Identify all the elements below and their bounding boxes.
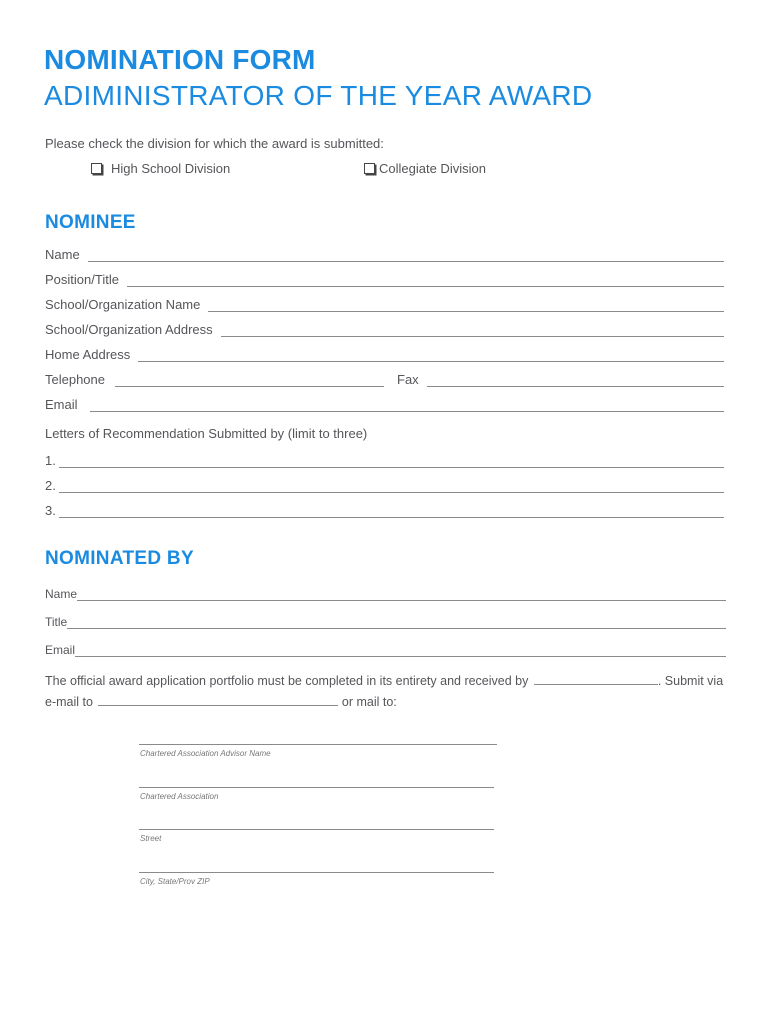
school-address-label: School/Organization Address — [45, 322, 213, 337]
nominee-email-field[interactable] — [45, 394, 724, 412]
letter-field-3[interactable] — [45, 500, 724, 518]
nominator-email-label: Email — [45, 643, 76, 657]
nominator-name-label: Name — [45, 587, 78, 601]
division-instruction: Please check the division for which the award is submitted: — [45, 136, 384, 151]
nominee-position-label: Position/Title — [45, 272, 119, 287]
submit-via-text: . Submit via — [657, 674, 724, 688]
home-address-label: Home Address — [45, 347, 131, 362]
high-school-checkbox[interactable] — [91, 163, 102, 174]
school-name-label: School/Organization Name — [45, 297, 201, 312]
association-label: Chartered Association — [140, 792, 219, 801]
letter-number-3: 3. — [45, 503, 56, 518]
nominated-by-heading: NOMINATED BY — [45, 548, 194, 569]
form-subtitle: ADIMINISTRATOR OF THE YEAR AWARD — [44, 80, 593, 111]
association-line[interactable] — [139, 786, 494, 788]
fax-field[interactable] — [397, 369, 724, 387]
nominator-name-line[interactable] — [77, 588, 726, 601]
nominee-heading: NOMINEE — [45, 212, 136, 233]
submission-line-1 — [45, 672, 723, 688]
home-address-line[interactable] — [138, 349, 724, 362]
high-school-division-option[interactable] — [91, 161, 230, 176]
letters-heading: Letters of Recommendation Submitted by (limit to three) — [45, 426, 368, 441]
telephone-field[interactable] — [45, 369, 384, 387]
letter-field-2[interactable] — [45, 475, 724, 493]
nominator-email-line[interactable] — [75, 644, 726, 657]
nominator-title-line[interactable] — [67, 616, 726, 629]
collegiate-division-label: Collegiate Division — [379, 161, 486, 176]
letter-line-2[interactable] — [59, 480, 724, 493]
letter-line-3[interactable] — [59, 505, 724, 518]
submission-deadline-text: The official award application portfolio must be completed in its entirety and received by — [45, 674, 529, 688]
letter-number-1: 1. — [45, 453, 56, 468]
school-address-line[interactable] — [221, 324, 724, 337]
street-line[interactable] — [139, 828, 494, 830]
nominee-position-field[interactable] — [45, 269, 724, 287]
fax-label: Fax — [397, 372, 419, 387]
high-school-division-label: High School Division — [111, 161, 231, 176]
school-address-field[interactable] — [45, 319, 724, 337]
city-state-zip-line[interactable] — [139, 871, 494, 873]
form-title: NOMINATION FORM — [44, 44, 316, 75]
telephone-label: Telephone — [45, 372, 105, 387]
home-address-field[interactable] — [45, 344, 724, 362]
city-state-zip-label: City, State/Prov ZIP — [140, 877, 210, 886]
nominee-email-line[interactable] — [90, 399, 724, 412]
nominee-name-label: Name — [45, 247, 80, 262]
advisor-name-label: Chartered Association Advisor Name — [140, 749, 271, 758]
letter-field-1[interactable] — [45, 450, 724, 468]
collegiate-checkbox[interactable] — [364, 163, 375, 174]
school-name-line[interactable] — [208, 299, 724, 312]
letter-line-1[interactable] — [59, 455, 724, 468]
mail-to-text: or mail to: — [341, 695, 397, 709]
nominee-email-label: Email — [45, 397, 78, 412]
letter-number-2: 2. — [45, 478, 56, 493]
nominee-name-line[interactable] — [88, 249, 724, 262]
fax-line[interactable] — [427, 374, 724, 387]
email-to-blank[interactable] — [98, 693, 338, 706]
street-label: Street — [140, 834, 162, 843]
collegiate-division-option[interactable] — [364, 161, 486, 176]
nominator-email-field[interactable] — [45, 639, 726, 657]
submission-line-2 — [45, 693, 397, 709]
nominator-title-label: Title — [45, 615, 68, 629]
telephone-line[interactable] — [115, 374, 384, 387]
advisor-name-line[interactable] — [139, 743, 497, 745]
nominator-title-field[interactable] — [45, 611, 726, 629]
nominee-position-line[interactable] — [127, 274, 724, 287]
email-to-text: e-mail to — [45, 695, 93, 709]
deadline-blank[interactable] — [534, 672, 658, 685]
nominator-name-field[interactable] — [45, 583, 726, 601]
school-name-field[interactable] — [45, 294, 724, 312]
nominee-name-field[interactable] — [45, 244, 724, 262]
